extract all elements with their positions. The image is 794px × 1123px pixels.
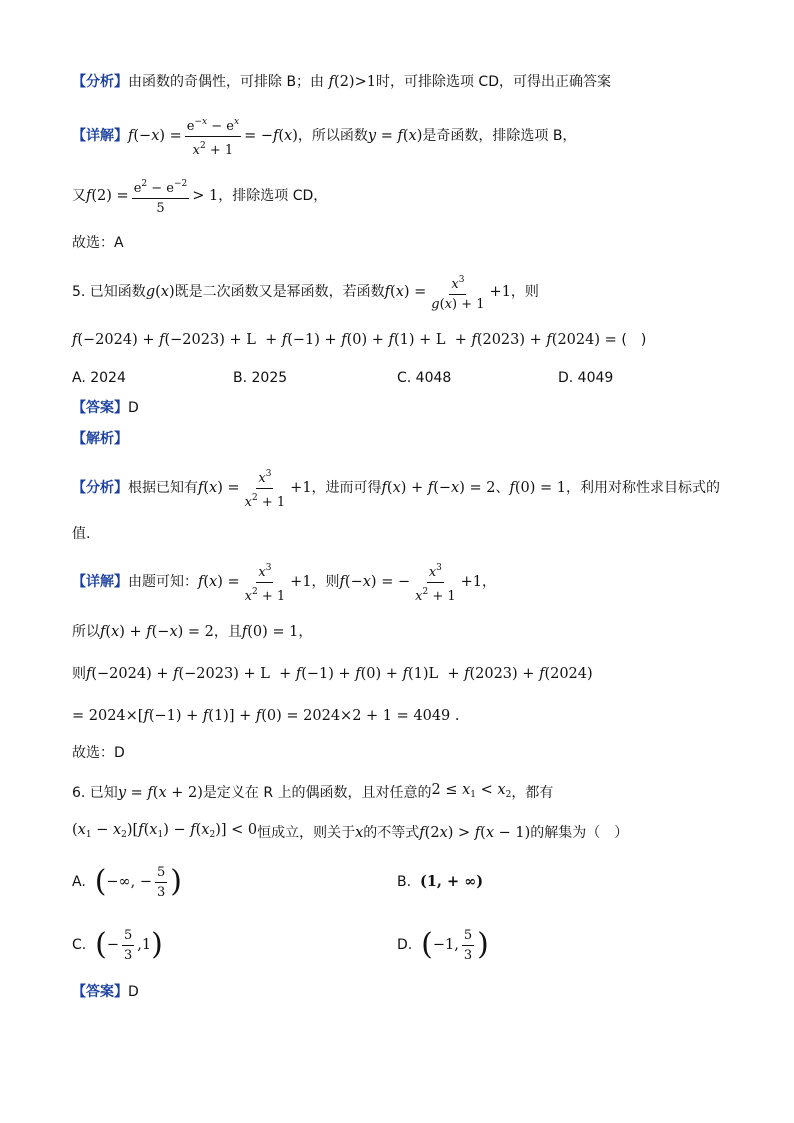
option-label: A. (72, 874, 86, 890)
text: 故选：D (72, 745, 125, 761)
question-5-expression (72, 330, 646, 350)
q6-option-a: A. ( −∞, − $\frac{5}{3}$ ) (72, 864, 183, 900)
math: f(−x) = − (339, 574, 411, 590)
math: = −f(x) (244, 128, 298, 144)
text: 值. (72, 526, 91, 542)
math: +1 (290, 480, 312, 496)
text: 的不等式 (363, 824, 420, 841)
answer-value: D (128, 400, 139, 416)
text: 所以 (72, 624, 100, 640)
text: 既是二次函数又是幂函数，若函数 (174, 284, 385, 300)
fraction: $\frac{x^3}{x^2 + 1}$ (243, 560, 288, 605)
math: > 1 (192, 188, 219, 204)
q5-option-d (558, 368, 613, 388)
answer-tag: 【答案】 (72, 984, 128, 1000)
text: ，所以函数 (297, 128, 368, 144)
text: 的解集为（ ） (530, 824, 629, 841)
math: +1 (460, 574, 482, 590)
option-label: C. (72, 937, 87, 953)
math: $(x_1 - x_2)[f(x_1) - f(x_2)] < 0$ (72, 822, 258, 840)
q5-choice (72, 743, 125, 763)
fraction: $\frac{5}{3}$ (124, 927, 133, 963)
text: 时，可排除选项 CD，可得出正确答案 (375, 74, 611, 90)
text: 由函数的奇偶性，可排除 B；由 (128, 74, 325, 90)
text: 根据已知有 (128, 480, 198, 496)
math: f(2)>1 (328, 74, 376, 90)
text: ，则 (311, 574, 340, 590)
text: ，则 (510, 284, 539, 300)
math: +1 (489, 284, 511, 300)
text: 故选：A (72, 235, 124, 251)
text: 6. 已知 (72, 784, 118, 801)
q5-analysis-cont (72, 524, 90, 544)
text: ，排除选项 CD， (218, 188, 328, 204)
fraction: $\frac{5}{3}$ (157, 864, 166, 900)
option-text: C. 4048 (397, 370, 452, 386)
question-5 (72, 272, 539, 312)
q5-detail-1 (72, 562, 496, 602)
fraction: $\frac{x^3}{x^2 + 1}$ (243, 466, 288, 511)
text: 又 (72, 188, 86, 204)
fraction: $\frac{e^2 - e^{-2}}{5}$ (132, 176, 190, 217)
text: ，进而可得 (311, 480, 382, 496)
math: f(x) + f(−x) = 2 (381, 480, 496, 496)
math: f(2) = (86, 188, 129, 204)
q5-solution-label (72, 429, 128, 449)
q5-option-b (233, 368, 287, 388)
math: y = f(x) (367, 128, 423, 144)
text: 、 (495, 480, 510, 496)
analysis-tag: 【分析】 (72, 74, 128, 90)
fraction: $\frac{5}{3}$ (463, 927, 473, 963)
answer-tag: 【答案】 (72, 400, 128, 416)
math: f(x) = (198, 480, 240, 496)
math: f(−x) = (128, 128, 182, 144)
fraction: $\frac{x^3}{g(x) + 1}$ (429, 272, 486, 313)
answer-value: D (128, 984, 139, 1000)
math: x (355, 824, 364, 841)
detail-line-2 (72, 176, 327, 216)
solution-tag: 【解析】 (72, 431, 128, 447)
q5-analysis (72, 468, 720, 508)
math: f(x) = (384, 284, 427, 300)
q5-detail-4 (72, 706, 460, 726)
text: ， (482, 574, 496, 590)
math: f(x) = (198, 574, 240, 590)
text: ，且 (213, 624, 242, 640)
q6-answer (72, 982, 139, 1002)
math: f(0) = 1 (241, 624, 299, 640)
q5-option-a (72, 368, 126, 388)
math: f(2x) > f(x − 1) (419, 824, 531, 841)
detail-tag: 【详解】 (72, 128, 128, 144)
math: f(−2024) + f(−2023) + L + f(−1) + f(0) + f(1) + L + f(2023) + f(2024) = (72, 332, 622, 348)
q5-option-c (397, 368, 451, 388)
math: f(−2024) + f(−2023) + L + f(−1) + f(0) + f(1)L + f(2023) + f(2024) (86, 666, 593, 682)
analysis-line-1 (72, 72, 611, 92)
option-label: B. (397, 874, 412, 890)
q5-detail-2 (72, 622, 312, 642)
option-label: D. (397, 937, 413, 953)
fraction: $\frac{x^3}{x^2 + 1}$ (413, 560, 458, 605)
math: g(x) (145, 284, 175, 300)
text: ，都有 (511, 784, 554, 801)
math: = 2024×[f(−1) + f(1)] + f(0) = 2024×2 + 1 = 4049 . (72, 708, 460, 724)
text: 5. 已知函数 (72, 284, 146, 300)
math: f(x) + f(−x) = 2 (100, 624, 214, 640)
detail-tag: 【详解】 (72, 574, 128, 590)
text: 恒成立，则关于 (257, 824, 356, 841)
text: ，利用对称性求目标式的 (565, 480, 720, 496)
text: 则 (72, 666, 86, 682)
analysis-tag: 【分析】 (72, 480, 128, 496)
fraction: $\frac{e^{-x} - e^x}{x^2 + 1}$ (185, 114, 241, 159)
choice-line (72, 233, 124, 253)
q6-option-b: B. (1, + ∞) (397, 873, 484, 890)
text: ( ) (621, 332, 647, 348)
text: 由题可知： (128, 574, 198, 590)
detail-line-1 (72, 116, 576, 156)
text: ， (298, 624, 313, 640)
q5-detail-3 (72, 664, 593, 684)
question-6 (72, 780, 553, 805)
q5-answer (72, 398, 139, 418)
math: y = f(x + 2) (117, 784, 203, 801)
q6-option-c: C. ( − $\frac{5}{3}$ ,1 ) (72, 927, 163, 963)
q6-option-d: D. ( −1, $\frac{5}{3}$ ) (397, 927, 489, 963)
math: f(0) = 1 (509, 480, 566, 496)
math: $2 \le x_1 < x_2$ (431, 782, 512, 800)
text: 是定义在 R 上的偶函数，且对任意的 (202, 784, 432, 801)
math: +1 (290, 574, 312, 590)
question-6-cont (72, 820, 628, 845)
option-text: D. 4049 (558, 370, 614, 386)
text: 是奇函数，排除选项 B， (422, 128, 577, 144)
option-text: A. 2024 (72, 370, 126, 386)
option-text: B. 2025 (233, 370, 288, 386)
